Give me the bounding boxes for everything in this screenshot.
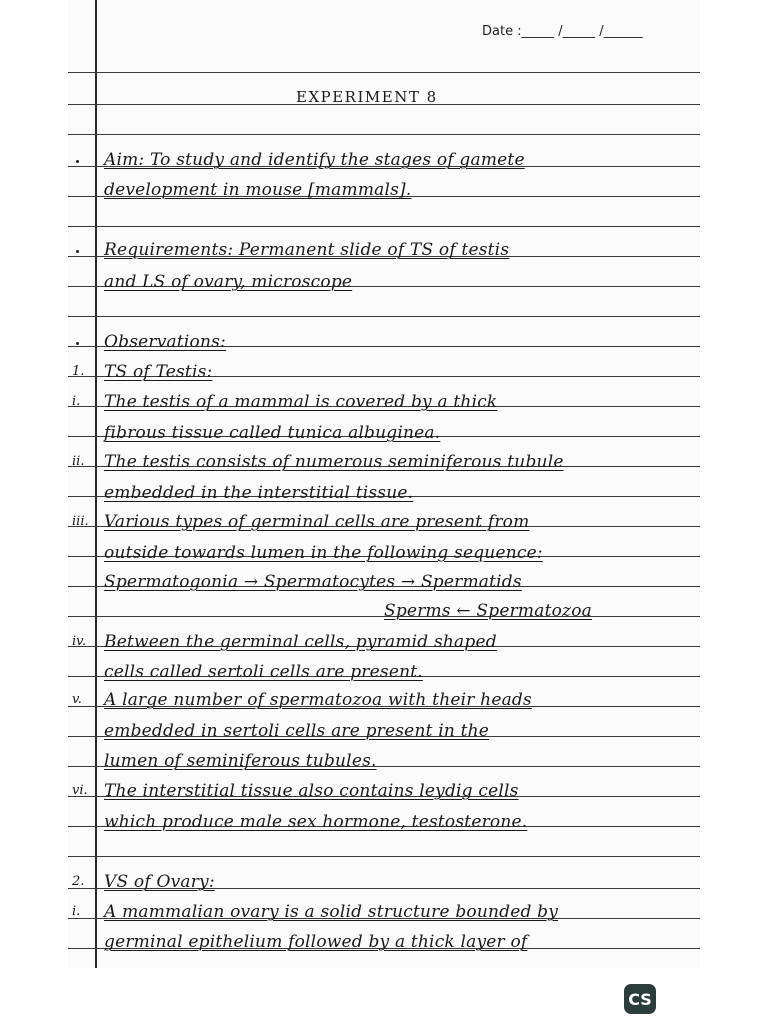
date-field: Date :_____ /_____ /______	[482, 24, 643, 39]
note-text: fibrous tissue called tunica albuginea.	[104, 423, 441, 443]
ruled-line	[68, 72, 700, 73]
line-number: 1.	[72, 364, 85, 379]
note-text: Aim: To study and identify the stages of gamete	[104, 150, 525, 170]
ruled-line	[68, 134, 700, 135]
note-text: The testis consists of numerous seminiferous tubule	[104, 452, 564, 472]
ruled-line	[68, 226, 700, 227]
note-text: Various types of germinal cells are present from	[104, 512, 530, 532]
note-text: Requirements: Permanent slide of TS of testis	[104, 240, 510, 260]
line-number: ii.	[72, 454, 85, 469]
note-text: embedded in sertoli cells are present in the	[104, 721, 490, 741]
camscanner-logo: CS	[624, 984, 656, 1014]
line-number: 2.	[72, 874, 85, 889]
note-text: germinal epithelium followed by a thick layer of	[104, 932, 528, 952]
page-title: EXPERIMENT 8	[296, 88, 438, 106]
note-text: and LS of ovary, microscope	[104, 272, 353, 292]
note-text: TS of Testis:	[104, 362, 213, 382]
note-text: A mammalian ovary is a solid structure bounded by	[104, 902, 559, 922]
note-text: which produce male sex hormone, testosterone.	[104, 812, 528, 832]
note-text: Between the germinal cells, pyramid shaped	[104, 632, 497, 652]
margin-line	[95, 0, 97, 968]
note-text: VS of Ovary:	[104, 872, 215, 892]
note-text: Sperms ← Spermatozoa	[384, 601, 592, 621]
note-text: cells called sertoli cells are present.	[104, 662, 423, 682]
line-number: i.	[72, 904, 81, 919]
line-number: iii.	[72, 514, 89, 529]
bullet-dot	[76, 342, 79, 345]
ruled-line	[68, 316, 700, 317]
line-number: iv.	[72, 634, 87, 649]
notebook-page	[68, 0, 700, 968]
note-text: embedded in the interstitial tissue.	[104, 483, 414, 503]
note-text: outside towards lumen in the following sequence:	[104, 543, 543, 563]
line-number: v.	[72, 692, 82, 707]
note-text: The testis of a mammal is covered by a thick	[104, 392, 498, 412]
bullet-dot	[76, 250, 79, 253]
note-text: Observations:	[104, 332, 226, 352]
note-text: development in mouse [mammals].	[104, 180, 412, 200]
line-number: i.	[72, 394, 81, 409]
note-text: lumen of seminiferous tubules.	[104, 751, 377, 771]
note-text: Spermatogonia → Spermatocytes → Spermatids	[104, 572, 522, 592]
bullet-dot	[76, 160, 79, 163]
ruled-line	[68, 856, 700, 857]
note-text: The interstitial tissue also contains leydig cells	[104, 781, 519, 801]
line-number: vi.	[72, 783, 88, 798]
note-text: A large number of spermatozoa with their heads	[104, 690, 532, 710]
